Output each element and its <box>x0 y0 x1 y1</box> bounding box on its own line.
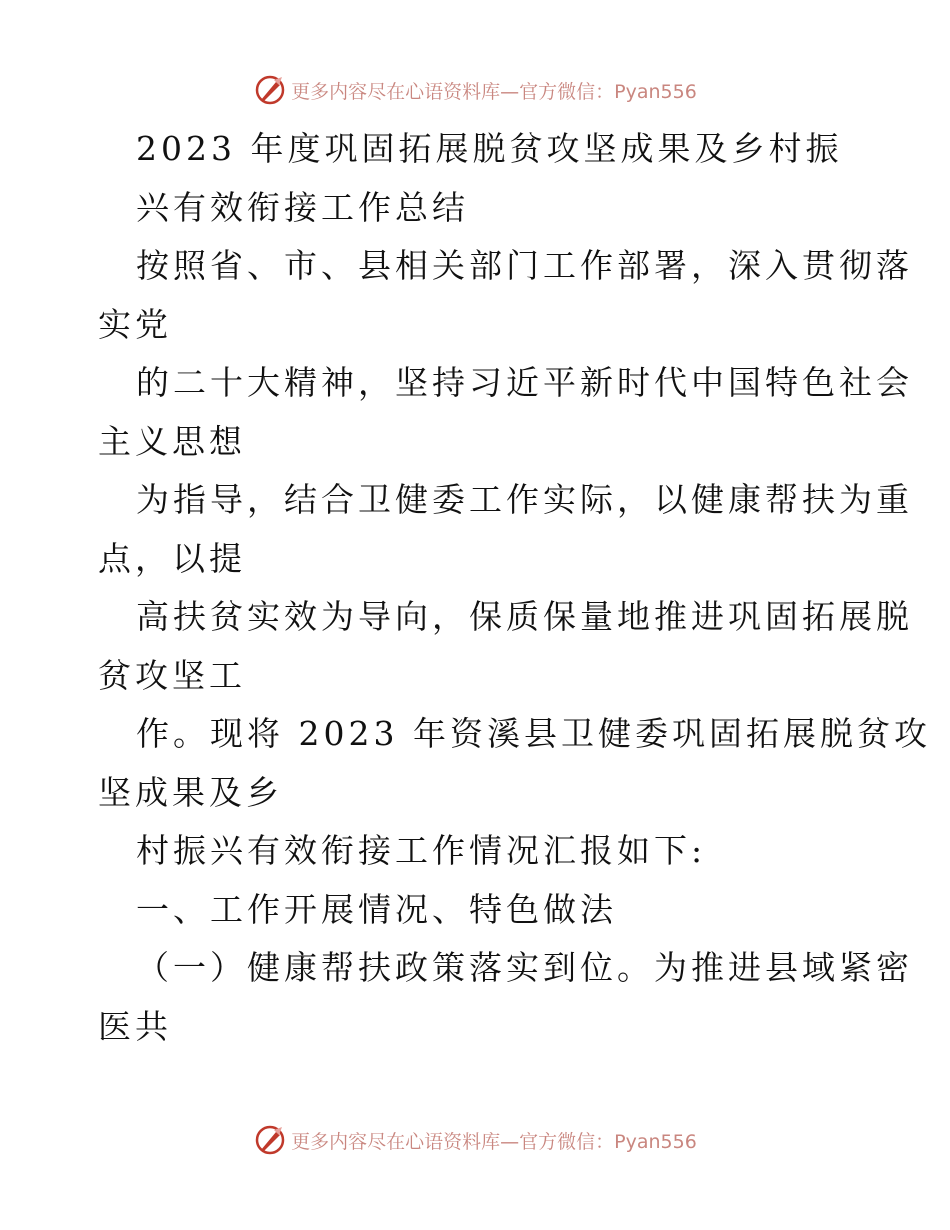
paragraph-line: 村振兴有效衔接工作情况汇报如下: <box>136 831 707 870</box>
paragraph-line: 的二十大精神，坚持习近平新时代中国特色社会 <box>136 363 913 402</box>
paragraph-line: 贫攻坚工 <box>98 655 246 695</box>
paragraph-line: 医共 <box>98 1006 172 1046</box>
paragraph-line: 点，以提 <box>98 538 246 578</box>
quill-logo-icon <box>253 73 287 107</box>
quill-logo-icon <box>253 1123 287 1157</box>
section-heading: 一、工作开展情况、特色做法 <box>136 889 617 929</box>
footer-watermark <box>0 1120 950 1160</box>
paragraph-line: 按照省、市、县相关部门工作部署，深入贯彻落 <box>136 246 913 285</box>
watermark-text: 更多内容尽在心语资料库—官方微信：Pyan556 <box>291 1130 697 1153</box>
document-body <box>98 120 931 1056</box>
paragraph-line: 高扶贫实效为导向，保质保量地推进巩固拓展脱 <box>136 597 913 636</box>
paragraph-line: 为指导，结合卫健委工作实际，以健康帮扶为重 <box>136 480 913 519</box>
header-watermark <box>0 70 950 110</box>
paragraph-line: 坚成果及乡 <box>98 772 283 812</box>
paragraph-line: （一）健康帮扶政策落实到位。为推进县域紧密 <box>136 948 913 987</box>
doc-title-line-1: 2023 年度巩固拓展脱贫攻坚成果及乡村振 <box>136 129 843 168</box>
watermark-text: 更多内容尽在心语资料库—官方微信：Pyan556 <box>291 80 697 103</box>
paragraph-line: 实党 <box>98 304 172 344</box>
doc-title-line-2: 兴有效衔接工作总结 <box>136 187 469 227</box>
paragraph-line: 作。现将 2023 年资溪县卫健委巩固拓展脱贫攻 <box>136 714 931 753</box>
paragraph-line: 主义思想 <box>98 421 246 461</box>
